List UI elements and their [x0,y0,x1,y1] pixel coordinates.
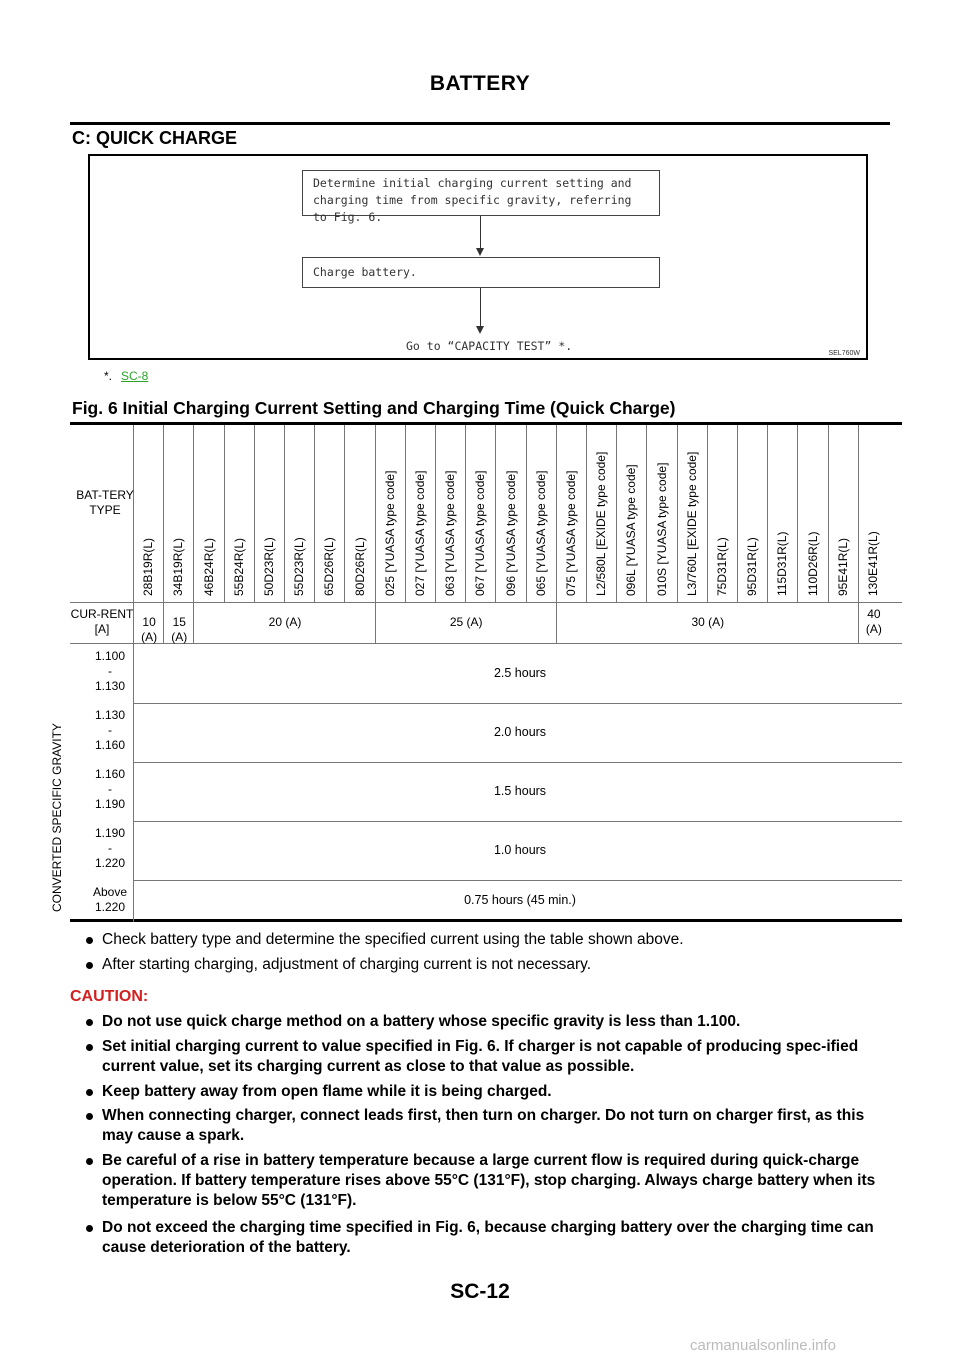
current-value: 25 (A) [449,615,483,629]
caution-text: Do not exceed the charging time specified in Fig. 6, because charging battery over the charging time can cause deterioration of the battery. [102,1219,874,1256]
battery-column-divider [465,425,466,602]
battery-type-label: 80D26R(L) [352,537,367,596]
battery-type-label: 075 [YUASA type code] [563,470,578,596]
arrow-down-icon [476,248,484,256]
page-header-title: BATTERY [429,72,531,95]
table-bottom-rule [70,919,902,922]
battery-type-label: L3/760L [EXIDE type code] [684,451,699,596]
battery-type-label: 065 [YUASA type code] [533,470,548,596]
sg-value: 1.100 [94,649,126,663]
sg-value: 1.220 [94,856,126,870]
reference-link[interactable]: SC-8 [121,369,149,383]
sg-dash: - [108,782,112,796]
charge-time-1: 2.5 hours [493,666,547,680]
battery-type-label: 130E41R(L) [865,531,880,596]
battery-type-label: 010S [YUASA type code] [654,462,669,596]
sg-range-4 [86,826,134,871]
battery-column-divider [707,425,708,602]
battery-type-label: 115D31R(L) [775,531,790,596]
table-divider [133,762,902,763]
battery-type-label: 95E41R(L) [835,537,850,596]
specific-gravity-axis-text: CONVERTED SPECIFIC GRAVITY [50,723,64,912]
battery-column-divider [767,425,768,602]
bullet-icon [86,1158,93,1165]
sg-range-1 [86,649,134,694]
bullet-text: After starting charging, adjustment of charging current is not necessary. [102,956,592,973]
battery-type-label: 65D26R(L) [322,537,337,596]
battery-column-divider [677,425,678,602]
battery-type-label: 55D23R(L) [292,537,307,596]
sg-value: 1.160 [94,738,126,752]
battery-type-header: BAT-TERY TYPE [76,488,134,517]
battery-type-label: 063 [YUASA type code] [443,470,458,596]
battery-type-label: 096 [YUASA type code] [503,470,518,596]
header-rule [70,122,890,125]
charge-time-4: 1.0 hours [493,843,547,857]
watermark: carmanualsonline.info [690,1337,836,1354]
battery-type-label: 75D31R(L) [714,537,729,596]
current-value: 10 (A) [141,615,158,644]
table-divider [70,643,902,644]
sg-dash: - [108,664,112,678]
current-header: CUR-RENT [A] [70,607,134,636]
flow-step-1: Determine initial charging current setting and charging time from specific gravity, referring to Fig. 6. [302,170,660,216]
sg-range-2 [86,708,134,753]
battery-column-divider [858,425,859,602]
figure-code: SEL760W [828,350,860,357]
battery-column-divider [405,425,406,602]
sg-dash: - [108,841,112,855]
charge-time-2: 2.0 hours [493,725,547,739]
flowchart-figure [88,154,868,360]
bullet-icon [86,937,93,944]
battery-column-divider [163,425,164,602]
battery-type-label: 28B19R(L) [141,537,156,596]
battery-type-label: 95D31R(L) [745,537,760,596]
bullet-icon [86,1044,93,1051]
bullet-icon [86,1089,93,1096]
battery-column-divider [646,425,647,602]
battery-column-divider [435,425,436,602]
battery-column-divider [586,425,587,602]
table-divider [133,821,902,822]
arrow-down-icon [476,326,484,334]
current-value: 15 (A) [171,615,188,644]
battery-type-label: 55B24R(L) [231,537,246,596]
table-divider [70,602,902,603]
battery-column-divider [526,425,527,602]
battery-type-label: 027 [YUASA type code] [412,470,427,596]
note-marker: *. [104,369,113,383]
battery-column-divider [193,425,194,602]
flow-step-2: Charge battery. [302,257,660,288]
bullet-icon [86,1019,93,1026]
flow-connector [480,216,481,249]
battery-column-divider [344,425,345,602]
caution-text: Do not use quick charge method on a battery whose specific gravity is less than 1.100. [102,1013,741,1030]
battery-type-label: 096L [YUASA type code] [624,464,639,596]
bullet-icon [86,1113,93,1120]
battery-column-divider [375,425,376,602]
battery-column-divider [284,425,285,602]
sg-value: 1.190 [94,797,126,811]
table-divider [133,703,902,704]
sg-range-3 [86,767,134,812]
current-value: 20 (A) [268,615,302,629]
sg-dash: - [108,723,112,737]
battery-column-divider [737,425,738,602]
sg-value: 1.130 [94,708,126,722]
sg-value: 1.190 [94,826,126,840]
sg-value: 1.160 [94,767,126,781]
sg-value: 1.130 [94,679,126,693]
battery-type-label: L2/580L [EXIDE type code] [594,451,609,596]
battery-type-label: 46B24R(L) [201,537,216,596]
battery-column-divider [556,425,557,602]
flow-connector [480,288,481,326]
bullet-icon [86,1225,93,1232]
sg-value: 1.220 [94,900,126,914]
page-number: SC-12 [450,1280,510,1303]
table-divider [133,880,902,881]
battery-column-divider [797,425,798,602]
battery-column-divider [828,425,829,602]
sg-value: Above [92,885,128,899]
caution-text: Set initial charging current to value specified in Fig. 6. If charger is not capable of producing spec-ified current value, set its charging current as close to that value as possible. [102,1038,859,1075]
charge-time-3: 1.5 hours [493,784,547,798]
battery-column-divider [495,425,496,602]
sg-range-5 [86,885,134,915]
battery-type-label: 067 [YUASA type code] [473,470,488,596]
caution-text: When connecting charger, connect leads first, then turn on charger. Do not turn on charger first, as this may cause a spark. [102,1107,865,1144]
caution-text: Be careful of a rise in battery temperature because a large current flow is required during quick-charge operation. If battery temperature rises above 55°C (131°F), stop charging. Always charge battery when its temperature is below 55°C (131°F). [102,1152,876,1209]
battery-type-label: 50D23R(L) [261,537,276,596]
battery-column-divider [616,425,617,602]
battery-type-label: 34B19R(L) [171,537,186,596]
battery-type-label: 110D26R(L) [805,531,820,596]
section-title: C: QUICK CHARGE [72,128,237,148]
battery-column-divider [224,425,225,602]
bullet-text: Check battery type and determine the specified current using the table shown above. [102,931,684,948]
table-top-rule [70,422,902,425]
battery-column-divider [314,425,315,602]
battery-type-label: 025 [YUASA type code] [382,470,397,596]
flow-step-3: Go to “CAPACITY TEST” *. [406,339,573,353]
figure-title: Fig. 6 Initial Charging Current Setting and Charging Time (Quick Charge) [72,398,676,418]
battery-column-divider [254,425,255,602]
charge-time-5: 0.75 hours (45 min.) [464,893,576,907]
caution-label: CAUTION: [70,988,149,1005]
caution-text: Keep battery away from open flame while it is being charged. [102,1083,552,1100]
current-value: 30 (A) [691,615,725,629]
current-value: 40 (A) [865,607,882,636]
bullet-icon [86,962,93,969]
